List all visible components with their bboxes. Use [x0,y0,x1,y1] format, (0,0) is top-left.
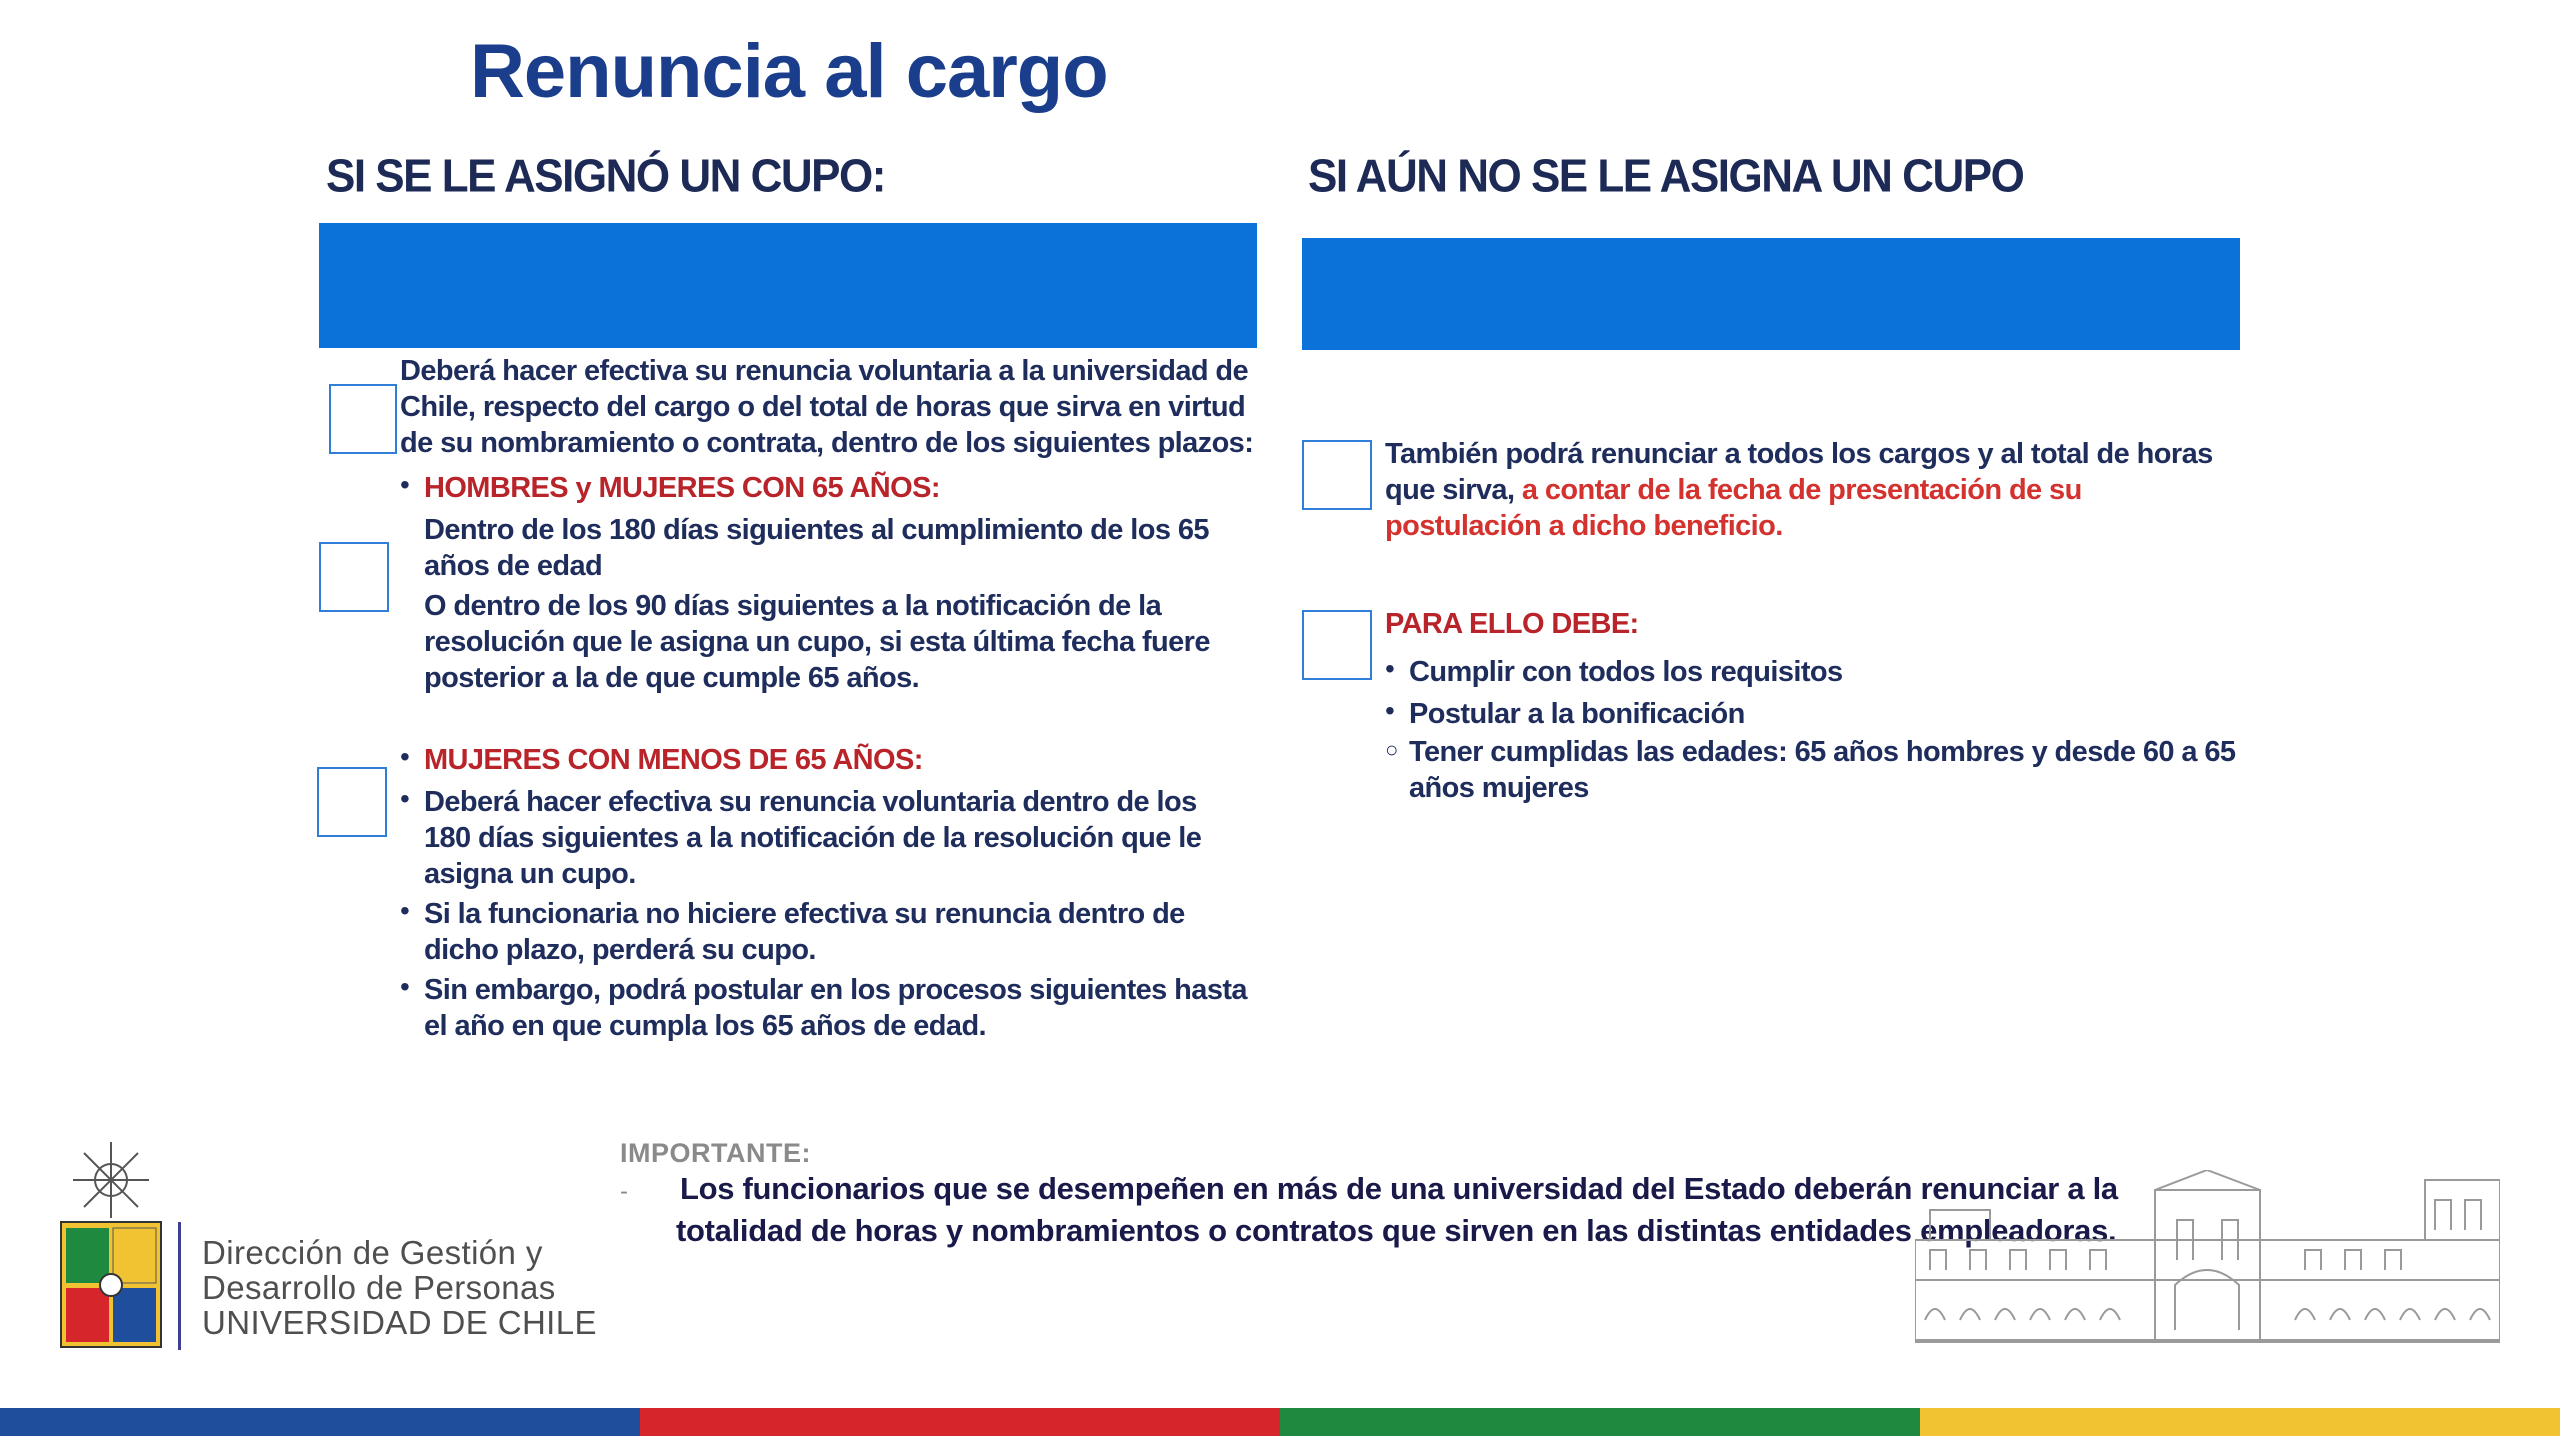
bullet-icon: • [400,741,410,772]
page-title: Renuncia al cargo [470,29,1108,114]
requirement-3: Tener cumplidas las edades: 65 años hombres y desde 60 a 65 años mujeres [1409,736,2236,804]
bullet-icon: • [400,469,410,500]
group1-para1: Dentro de los 180 días siguientes al cumplimiento de los 65 años de edad [424,514,1209,582]
group1-title: HOMBRES y MUJERES CON 65 AÑOS: [424,472,940,504]
left-blue-bar [319,223,1257,348]
hollow-bullet-icon: ○ [1385,737,1399,762]
bullet-icon: • [1385,653,1395,684]
right-checkbox-1 [1302,440,1372,510]
dash: - [620,1178,628,1205]
building-illustration [1915,1170,2500,1345]
stripe-blue [0,1408,640,1436]
group2-item-3: Sin embargo, podrá postular en los procesos siguientes hasta el año en que cumpla los 65 años de edad. [424,974,1247,1042]
logo-divider [178,1222,181,1350]
bullet-icon: • [400,971,410,1002]
requirements-title: PARA ELLO DEBE: [1385,608,1639,640]
right-blue-bar [1302,238,2240,350]
bullet-icon: • [400,783,410,814]
right-heading: SI AÚN NO SE LE ASIGNA UN CUPO [1308,150,2024,203]
left-checkbox-2 [319,542,389,612]
important-line-1: Los funcionarios que se desempeñen en más de una universidad del Estado deberán renunciar a la [680,1171,2118,1206]
university-crest-icon [58,1138,164,1353]
left-intro: Deberá hacer efectiva su renuncia voluntaria a la universidad de Chile, respecto del cargo o del total de horas que sirva en virtud de su nombramiento o contrata, dentro de los siguientes plazos: [400,355,1254,459]
group2-item-2: Si la funcionaria no hiciere efectiva su renuncia dentro de dicho plazo, perderá su cupo. [424,898,1185,966]
bullet-icon: • [400,895,410,926]
logo-text: Dirección de Gestión y Desarrollo de Personas UNIVERSIDAD DE CHILE [202,1234,597,1341]
requirement-1: Cumplir con todos los requisitos [1409,656,1843,688]
left-checkbox-3 [317,767,387,837]
stripe-green [1280,1408,1920,1436]
left-checkbox-1 [329,384,397,454]
stripe-red [640,1408,1280,1436]
important-line-2: totalidad de horas y nombramientos o contratos que sirven en las distintas entidades empleadoras. [676,1213,2117,1248]
group2-item-1: Deberá hacer efectiva su renuncia voluntaria dentro de los 180 días siguientes a la notificación de la resolución que le asigna un cupo. [424,786,1202,890]
left-heading: SI SE LE ASIGNÓ UN CUPO: [326,150,885,203]
group1-para2: O dentro de los 90 días siguientes a la notificación de la resolución que le asigna un cupo, si esta última fecha fuere posterior a la de que cumple 65 años. [424,590,1210,694]
group2-title: MUJERES CON MENOS DE 65 AÑOS: [424,744,923,776]
requirement-2: Postular a la bonificación [1409,698,1745,730]
bullet-icon: • [1385,695,1395,726]
important-label: IMPORTANTE: [620,1138,811,1168]
right-paragraph: También podrá renunciar a todos los cargos y al total de horas que sirva, a contar de la fecha de presentación de su postulación a dicho beneficio. [1385,438,2213,542]
stripe-yellow [1920,1408,2560,1436]
right-checkbox-2 [1302,610,1372,680]
